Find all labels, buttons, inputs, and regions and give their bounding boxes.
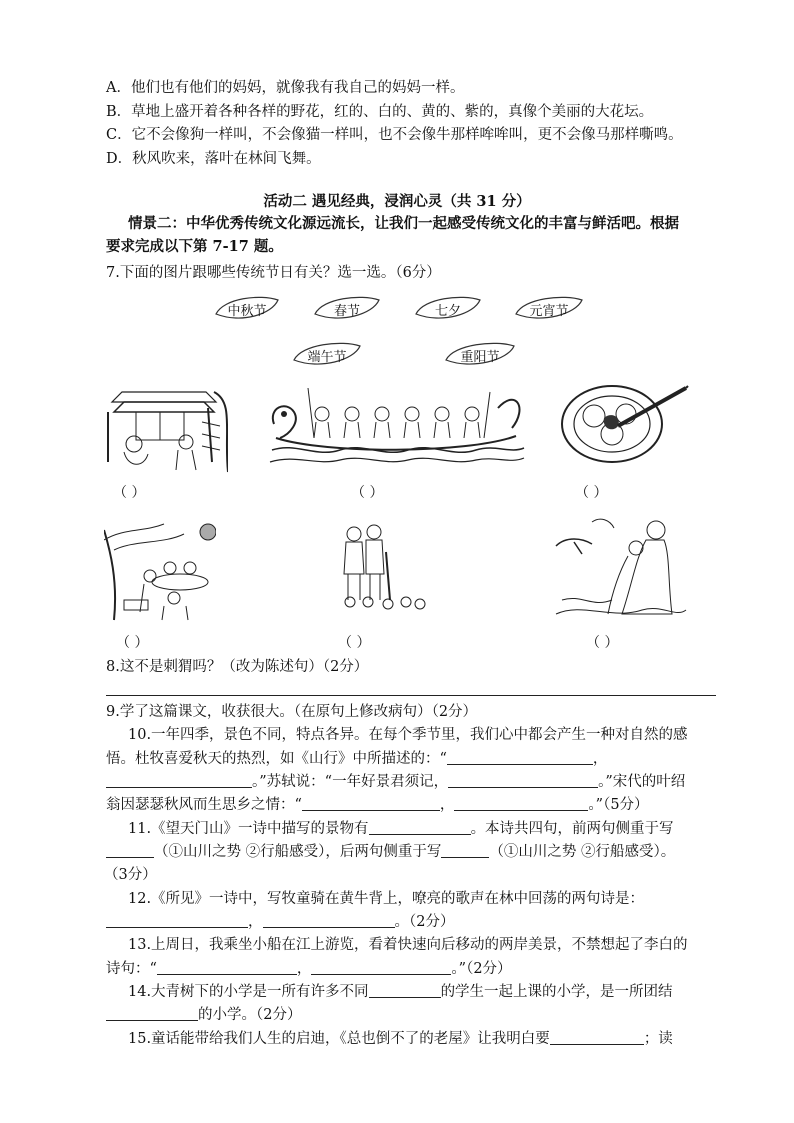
- answer-paren-2[interactable]: （ ）: [351, 485, 384, 501]
- activity-title: 活动二 遇见经典，浸润心灵（共 31 分）: [263, 193, 531, 210]
- option-a: A．他们也有他们的妈妈，就像我有我自己的妈妈一样。: [106, 80, 465, 96]
- blank-q14-1[interactable]: [369, 982, 441, 998]
- q10-text: 悟。杜牧喜爱秋天的热烈，如《山行》中所描述的：“: [106, 751, 447, 767]
- question-13-line1: 13.上周日，我乘坐小船在江上游览，看着快速向后移动的两岸美景，不禁想起了李白的: [128, 937, 688, 953]
- answer-paren-6[interactable]: （ ）: [586, 635, 619, 651]
- q14-text: 的小学。（2分）: [198, 1007, 302, 1023]
- blank-q11-1[interactable]: [369, 819, 471, 835]
- festival-label: 重阳节: [460, 350, 500, 365]
- mid-autumn-image: [104, 520, 216, 622]
- q11-text: 11.《望天门山》一诗中描写的景物有: [128, 821, 369, 837]
- answer-paren-5[interactable]: （ ）: [338, 635, 371, 651]
- q10-text: 。”（5分）: [588, 797, 649, 813]
- blank-q12-2[interactable]: [263, 912, 395, 928]
- question-11-line2: [106, 842, 675, 862]
- scenario-label: 情景二：: [128, 215, 186, 232]
- spring-festival-image: [104, 382, 228, 474]
- q12-text: ，: [248, 914, 263, 930]
- question-10-line1: 10.一年四季，景色不同，特点各异。在每个季节里，我们心中都会产生一种对自然的感: [128, 727, 688, 743]
- answer-paren-1[interactable]: （ ）: [113, 485, 146, 501]
- festival-label: 中秋节: [227, 304, 267, 319]
- tangyuan-bowl-image: [560, 382, 690, 470]
- q10-text: ，: [439, 797, 455, 813]
- option-d: D．秋风吹来，落叶在林间飞舞。: [106, 151, 321, 167]
- q10-text: 翁因瑟瑟秋风而生思乡之情：“: [106, 797, 302, 813]
- scenario-line1: [128, 214, 679, 234]
- q12-text: 。（2分）: [394, 914, 455, 930]
- q13-text: 。”（2分）: [451, 961, 512, 977]
- festival-leaf-lantern[interactable]: [512, 292, 586, 326]
- blank-q10-2[interactable]: [106, 772, 252, 788]
- festival-leaf-mid-autumn[interactable]: [212, 292, 282, 326]
- blank-q10-5[interactable]: [454, 795, 588, 811]
- q14-text: 的学生一起上课的小学，是一所团结: [440, 984, 673, 1000]
- q11-text: 。本诗共四句，前两句侧重于写: [470, 821, 674, 837]
- q14-text: 14.大青树下的小学是一所有许多不同: [128, 984, 369, 1000]
- question-15-line1: [128, 1029, 673, 1049]
- question-10-line4: [106, 795, 649, 815]
- blank-q10-3[interactable]: [448, 772, 598, 788]
- question-14-line2: [106, 1005, 301, 1025]
- blank-q10-1[interactable]: [447, 749, 593, 765]
- q11-text: （①山川之势 ②行船感受）。: [489, 844, 676, 860]
- festival-label: 元宵节: [529, 304, 569, 319]
- festival-label: 春节: [333, 304, 360, 319]
- blank-q13-1[interactable]: [157, 959, 297, 975]
- q10-text: ，: [592, 751, 608, 767]
- question-12-line2: [106, 912, 454, 932]
- q13-text: 诗句：“: [106, 961, 157, 977]
- blank-q14-2[interactable]: [106, 1005, 198, 1021]
- question-7: 7.下面的图片跟哪些传统节日有关？选一选。（6分）: [106, 265, 441, 281]
- answer-paren-4[interactable]: （ ）: [116, 635, 149, 651]
- q15-text: ；读: [643, 1031, 673, 1047]
- festival-label: 端午节: [307, 350, 347, 365]
- blank-q15-1[interactable]: [550, 1029, 644, 1045]
- question-8: 8.这不是刺猬吗？（改为陈述句）（2分）: [106, 659, 369, 675]
- question-9: 9.学了这篇课文，收获很大。（在原句上修改病句）（2分）: [106, 704, 478, 720]
- blank-q12-1[interactable]: [106, 912, 248, 928]
- festival-leaf-chongyang[interactable]: [442, 338, 518, 372]
- question-11-line3: （3分）: [104, 867, 157, 883]
- chongyang-image: [336, 522, 426, 612]
- question-11-line1: [128, 819, 674, 839]
- option-b: B．草地上盛开着各种各样的野花，红的、白的、黄的、紫的，真像个美丽的大花坛。: [106, 104, 654, 120]
- question-14-line1: [128, 982, 673, 1002]
- blank-q13-2[interactable]: [311, 959, 451, 975]
- scenario-text: 中华优秀传统文化源远流长，让我们一起感受传统文化的丰富与鲜活吧。根据: [186, 215, 679, 232]
- q10-text: 。”宋代的叶绍: [598, 774, 686, 790]
- question-12-line1: 12.《所见》一诗中，写牧童骑在黄牛背上，嘹亮的歌声在林中回荡的两句诗是：: [128, 891, 645, 907]
- festival-leaf-spring[interactable]: [311, 292, 383, 326]
- festival-leaf-qixi[interactable]: [412, 292, 484, 326]
- q15-text: 15.童话能带给我们人生的启迪，《总也倒不了的老屋》让我明白要: [128, 1031, 550, 1047]
- answer-paren-3[interactable]: （ ）: [575, 485, 608, 501]
- answer-line-q8[interactable]: [106, 695, 716, 696]
- blank-q10-4[interactable]: [302, 795, 440, 811]
- question-10-line2: [106, 749, 607, 769]
- option-c: C．它不会像狗一样叫，不会像猫一样叫，也不会像牛那样哞哞叫，更不会像马那样嘶鸣。: [106, 127, 683, 143]
- question-10-line3: [106, 772, 685, 792]
- q11-text: （①山川之势 ②行船感受），后两句侧重于写: [154, 844, 442, 860]
- blank-q11-2[interactable]: [106, 842, 154, 858]
- q10-text: 。”苏轼说：“一年好景君须记，: [252, 774, 449, 790]
- blank-q11-3[interactable]: [441, 842, 489, 858]
- q13-text: ，: [296, 961, 312, 977]
- question-13-line2: [106, 959, 512, 979]
- dragon-boat-image: [266, 378, 526, 466]
- scenario-line2: 要求完成以下第 7-17 题。: [106, 238, 283, 255]
- qixi-image: [552, 514, 688, 624]
- festival-leaf-dragon-boat[interactable]: [290, 338, 364, 372]
- festival-label: 七夕: [434, 304, 461, 319]
